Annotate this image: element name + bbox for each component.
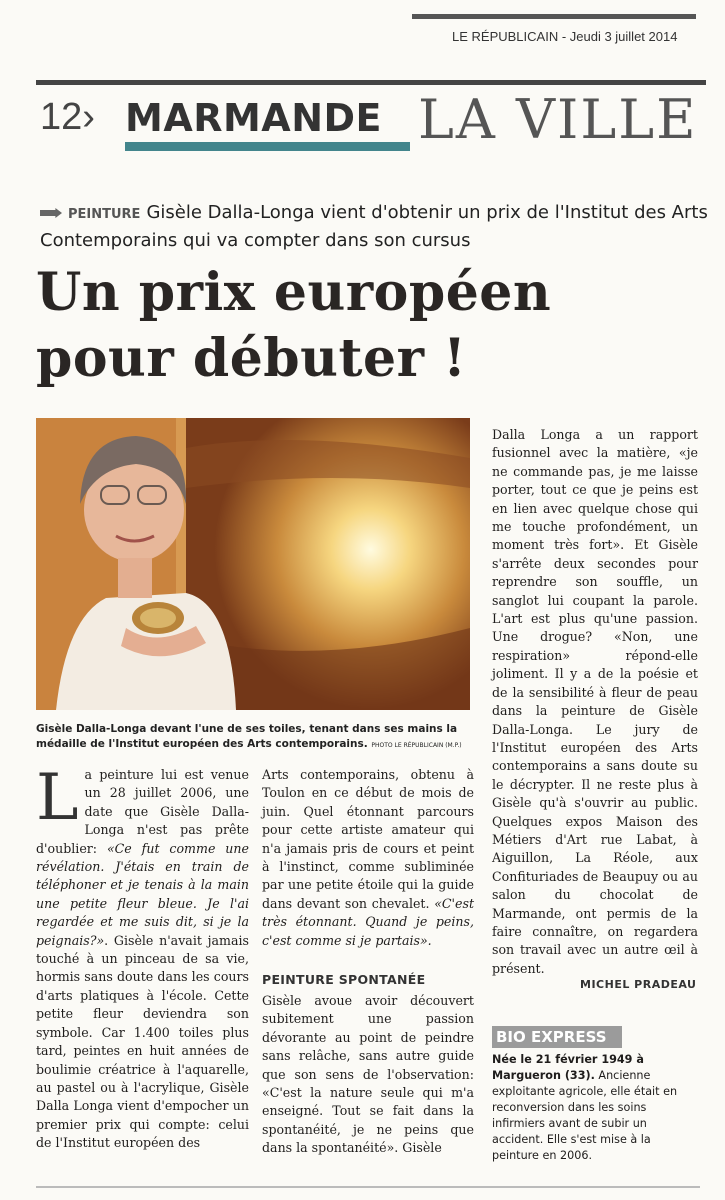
dropcap: L xyxy=(36,761,79,835)
kicker xyxy=(40,200,712,254)
painter-photo-illustration xyxy=(36,418,470,710)
col1-quote: «Ce fut comme une révélation. J'étais en train de téléphoner et je tenais à la main une petite fleur bleue. Je l'ai regardée et me suis dit, si je la peignais?» xyxy=(36,840,249,948)
col1-body: . Gisèle n'avait jamais touché à un pinceau de sa vie, hormis sans doute dans les cours d'arts platiques à l'école. Cette petite fleur deviendra son symbole. Car 1.400 toiles plus tard, peintes en huit années de boulimie créatrice à l'aquarelle, au pastel ou à l'acrylique, Gisèle Dalla Longa vient d'empocher un premier prix qui compte: celui de l'Institut européen des xyxy=(36,932,249,1151)
col2-body-2: Gisèle avoue avoir découvert subitement une passion dévorante au point de peindre sans relâche, sans autre guide que son sens de l'observation: «C'est la nature seule qui m'a enseigné. Tout se fait dans la spontanéité, je ne peins que dans la spontanéité». Gisèle xyxy=(262,993,474,1156)
caption-text: Gisèle Dalla-Longa devant l'une de ses toiles, tenant dans ses mains la médaille de l'Institut européen des Arts contemporains. xyxy=(36,723,458,750)
headline-line-2: pour débuter ! xyxy=(36,328,467,389)
kicker-text: Gisèle Dalla-Longa vient d'obtenir un prix de l'Institut des Arts Contemporains qui va compter dans son cursus xyxy=(40,202,708,251)
dateline: LE RÉPUBLICAIN - Jeudi 3 juillet 2014 xyxy=(452,29,678,44)
photo-credit: PHOTO LE RÉPUBLICAIN (M.P.) xyxy=(371,742,462,749)
photo-caption xyxy=(36,722,466,753)
article-column-2-continued xyxy=(262,992,474,1158)
headline-line-1: Un prix européen xyxy=(36,262,552,323)
section-underline xyxy=(125,142,410,151)
headline xyxy=(36,260,708,392)
bio-bold: Née le 21 février 1949 à Margueron (33). xyxy=(492,1053,644,1082)
dateline-bar xyxy=(412,14,696,79)
article-column-2 xyxy=(262,766,474,950)
bottom-rule xyxy=(36,1186,700,1188)
section-title: MARMANDE xyxy=(125,96,383,140)
col2-quote: «C'est très étonnant. Quand je peins, c'est comme si je partais». xyxy=(262,895,474,948)
header-rule xyxy=(36,80,706,85)
arrow-icon xyxy=(40,208,62,218)
bio-title: BIO EXPRESS xyxy=(492,1026,622,1048)
author-signature: MICHEL PRADEAU xyxy=(580,978,697,991)
col1-intro: a peinture lui est venue un 28 juillet 2006, une date que Gisèle Dalla-Longa n'est pas prête d'oublier: xyxy=(36,767,249,856)
page-number: 12› xyxy=(40,96,95,138)
col3-body: Dalla Longa a un rapport fusionnel avec la matière, «je ne commande pas, je me laisse porter, tout ce que je peins est en lien avec quelque chose qui me touche profondément, un moment très fort». Et Gisèle s'arrête deux secondes pour reprendre son souffle, un sanglot lui coupant la parole. L'art est plus qu'une passion. Une drogue? «Non, une respiration» répond-elle joliment. Il y a de la poésie et de la sensibilité à fleur de peau dans la peinture de Gisèle Dalla-Longa. Le jury de l'Institut européen des Arts contemporains a sans doute su le décrypter. Il ne reste plus à Gisèle qu'à s'ouvrir au public. Quelques expos Maison des Métiers d'Art rue Labat, à Aiguillon, La Réole, aux Confituriades de Beaupuy ou au salon du chocolat de Marmande, ont permis de la faire connaître, on regardera son travail avec un autre œil à présent. xyxy=(492,427,698,976)
bio-box xyxy=(492,1052,698,1164)
bio-text: Ancienne exploitante agricole, elle était en reconversion dans les soins infirmiers avant de subir un accident. Elle s'est mise à la peinture en 2006. xyxy=(492,1069,678,1162)
kicker-tag: PEINTURE xyxy=(68,207,141,222)
col2-body: Arts contemporains, obtenu à Toulon en ce début de mois de juin. Quel étonnant parcours pour cette artiste amateur qui n'a jamais pris de cours et peint à l'instinct, comme subliminée par une petite étoile qui la guide dans devant son chevalet. xyxy=(262,767,474,911)
article-photo xyxy=(36,418,470,710)
subsection-title: LA VILLE xyxy=(418,88,698,151)
subheading: PEINTURE SPONTANÉE xyxy=(262,972,426,987)
article-column-1 xyxy=(36,761,249,1153)
article-column-3 xyxy=(492,426,698,978)
